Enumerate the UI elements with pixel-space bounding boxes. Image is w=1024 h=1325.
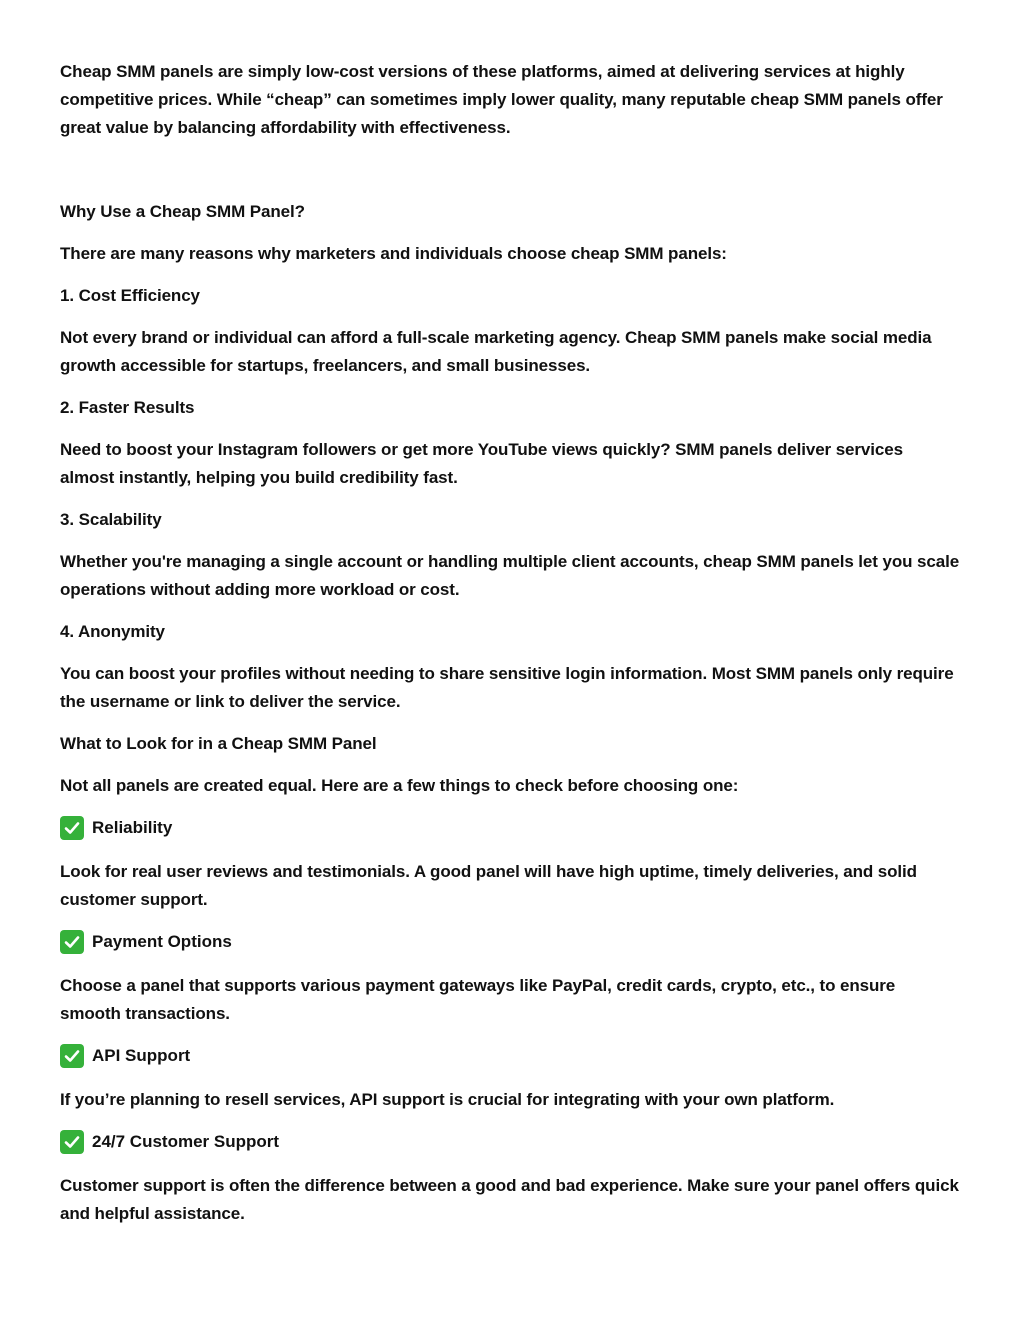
check-item-payment-options xyxy=(60,928,960,956)
document-page xyxy=(60,58,960,1242)
reason-text-anonymity: You can boost your profiles without needing to share sensitive login information. Most SMM panels only require the username or link to deliver the service. xyxy=(60,664,954,711)
check-text-reliability: Look for real user reviews and testimonials. A good panel will have high uptime, timely deliveries, and solid customer support. xyxy=(60,862,917,909)
why-intro: There are many reasons why marketers and individuals choose cheap SMM panels: xyxy=(60,244,727,263)
reason-text-scalability: Whether you're managing a single account or handling multiple client accounts, cheap SMM panels let you scale operations without adding more workload or cost. xyxy=(60,552,960,599)
look-intro: Not all panels are created equal. Here are a few things to check before choosing one: xyxy=(60,776,739,795)
look-heading: What to Look for in a Cheap SMM Panel xyxy=(60,734,377,753)
check-title-api-support: API Support xyxy=(92,1046,191,1065)
check-title-customer-support: 24/7 Customer Support xyxy=(92,1132,280,1151)
check-text-api-support: If you’re planning to resell services, API support is crucial for integrating with your own platform. xyxy=(60,1090,835,1109)
check-text-customer-support: Customer support is often the difference between a good and bad experience. Make sure your panel offers quick and helpful assistance. xyxy=(60,1176,959,1223)
reason-title-faster-results: 2. Faster Results xyxy=(60,398,195,417)
check-item-api-support xyxy=(60,1042,960,1070)
reason-title-cost-efficiency: 1. Cost Efficiency xyxy=(60,286,200,305)
check-mark-button-icon xyxy=(60,1130,84,1154)
intro-paragraph: Cheap SMM panels are simply low-cost versions of these platforms, aimed at delivering services at highly competitive prices. While “cheap” can sometimes imply lower quality, many reputable cheap SMM panels offer great value by balancing affordability with effectiveness. xyxy=(60,62,943,137)
reason-text-faster-results: Need to boost your Instagram followers or get more YouTube views quickly? SMM panels deliver services almost instantly, helping you build credibility fast. xyxy=(60,440,903,487)
check-title-reliability: Reliability xyxy=(92,818,173,837)
check-text-payment-options: Choose a panel that supports various payment gateways like PayPal, credit cards, crypto, etc., to ensure smooth transactions. xyxy=(60,976,896,1023)
why-heading: Why Use a Cheap SMM Panel? xyxy=(60,202,305,221)
spacer xyxy=(60,156,960,198)
reason-title-anonymity: 4. Anonymity xyxy=(60,622,165,641)
check-item-reliability xyxy=(60,814,960,842)
check-item-customer-support xyxy=(60,1128,960,1156)
check-mark-button-icon xyxy=(60,1044,84,1068)
reason-title-scalability: 3. Scalability xyxy=(60,510,162,529)
reason-text-cost-efficiency: Not every brand or individual can afford a full-scale marketing agency. Cheap SMM panels make social media growth accessible for startups, freelancers, and small businesses. xyxy=(60,328,932,375)
check-mark-button-icon xyxy=(60,930,84,954)
check-title-payment-options: Payment Options xyxy=(92,932,232,951)
check-mark-button-icon xyxy=(60,816,84,840)
